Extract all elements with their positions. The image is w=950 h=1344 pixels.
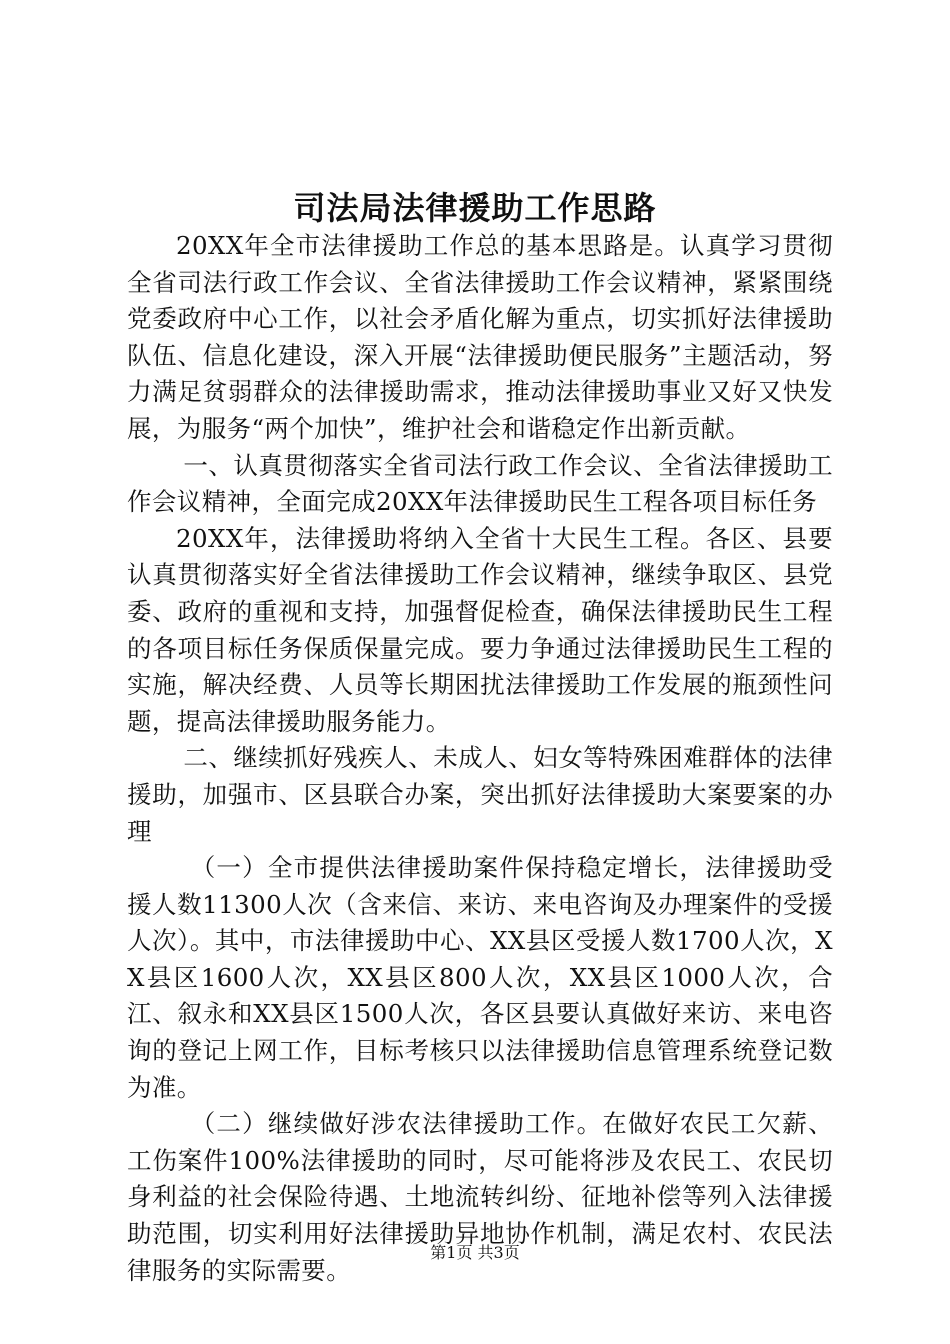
paragraph-section-1: 20XX年，法律援助将纳入全省十大民生工程。各区、县要认真贯彻落实好全省法律援助工作会议精神，继续争取区、县党委、政府的重视和支持，加强督促检查，确保法律援助民生工程的各项目标任务保质保量完成。要力争通过法律援助民生工程的实施，解决经费、人员等长期困扰法律援助工作发展的瓶颈性问题，提高法律援助服务能力。 (127, 523, 833, 736)
section-heading-2: 二、继续抓好残疾人、未成人、妇女等特殊困难群体的法律援助，加强市、区县联合办案，突出抓好法律援助大案要案的办理 (127, 743, 833, 846)
document-body (127, 228, 833, 1289)
paragraph-intro: 20XX年全市法律援助工作总的基本思路是。认真学习贯彻全省司法行政工作会议、全省法律援助工作会议精神，紧紧围绕党委政府中心工作，以社会矛盾化解为重点，切实抓好法律援助队伍、信息化建设，深入开展“法律援助便民服务”主题活动，努力满足贫弱群众的法律援助需求，推动法律援助事业又好又快发展，为服务“两个加快”，维护社会和谐稳定作出新贡献。 (127, 231, 833, 443)
page-number: 第1页 共3页 (430, 1243, 520, 1262)
paragraph-subsection-2: （二）继续做好涉农法律援助工作。在做好农民工欠薪、工伤案件100%法律援助的同时，尽可能将涉及农民工、农民切身利益的社会保险待遇、土地流转纠纷、征地补偿等列入法律援助范围，切实利用好法律援助异地协作机制，满足农村、农民法律服务的实际需要。 (127, 1109, 833, 1285)
paragraph-subsection-1: （一）全市提供法律援助案件保持稳定增长，法律援助受援人数11300人次（含来信、来访、来电咨询及办理案件的受援人次）。其中，市法律援助中心、XX县区受援人数1700人次，XX县区1600人次，XX县区800人次，XX县区1000人次，合江、叙永和XX县区1500人次，各区县要认真做好来访、来电咨询的登记上网工作，目标考核只以法律援助信息管理系统登记数为准。 (127, 853, 833, 1102)
section-heading-1: 一、认真贯彻落实全省司法行政工作会议、全省法律援助工作会议精神，全面完成20XX年法律援助民生工程各项目标任务 (127, 450, 833, 517)
document-title: 司法局法律援助工作思路 (293, 189, 657, 227)
